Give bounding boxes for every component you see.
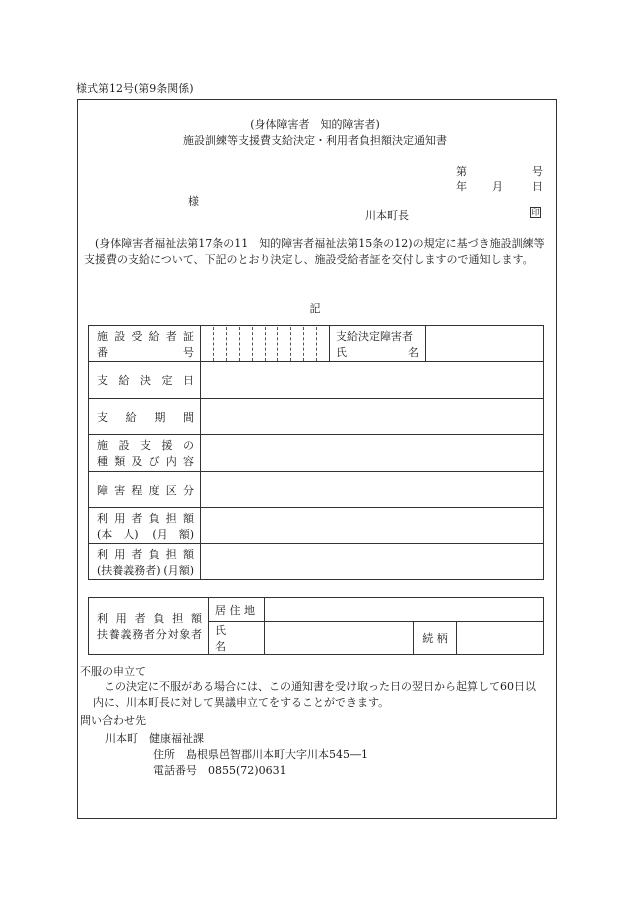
label-char: 扶 — [97, 628, 108, 641]
label-char: 負 — [148, 547, 160, 561]
label-char: 担 — [172, 612, 184, 625]
label-char: 対 — [167, 628, 179, 641]
label-char: 者 — [131, 547, 143, 561]
label-char: 支 — [97, 374, 108, 387]
label-char: 証 — [182, 329, 194, 343]
label-char: 程 — [131, 483, 143, 497]
title-line1: (身体障害者 知的障害者) — [250, 118, 380, 131]
label-char: 額 — [182, 511, 194, 525]
address-label: 居 住 地 — [209, 598, 265, 622]
label-char: 給 — [118, 374, 130, 387]
label-char: の — [183, 439, 194, 452]
table-row — [89, 362, 544, 399]
contact-phone: 電話番号 0855(72)0631 — [153, 764, 287, 777]
row-value — [201, 362, 544, 399]
label-char: 障 — [97, 483, 108, 497]
seal-icon: 印 — [531, 208, 540, 217]
person-name-value — [426, 326, 544, 362]
row-label — [89, 508, 201, 544]
relation-value — [457, 622, 544, 655]
row-label — [89, 435, 201, 472]
objection-text: この決定に不服がある場合には、この通知書を受け取った日の翌日から起算して60日以内に、川本町長に対して異議申立てをすることができます。 — [93, 680, 536, 709]
label-char: 象 — [179, 628, 191, 641]
label-char: 施 — [97, 329, 108, 343]
objection-heading: 不服の申立て — [80, 665, 146, 678]
inquiry-heading: 問い合わせ先 — [80, 714, 146, 727]
label-char: 利 — [97, 612, 108, 625]
contact-office: 川本町 健康福祉課 — [105, 732, 204, 745]
label-char: 決 — [140, 374, 151, 387]
label-char: 区 — [165, 483, 177, 497]
label-char: 内 — [165, 455, 177, 468]
label-char: 利 — [97, 511, 108, 525]
contact-address: 住所 島根県邑智郡川本町大字川本545―1 — [153, 748, 368, 761]
label-char: 名 — [408, 345, 419, 359]
label-char: 者 — [134, 612, 146, 625]
label-char: 担 — [165, 511, 177, 525]
label-char: 分 — [182, 483, 194, 497]
label-char: 種 — [97, 455, 108, 468]
cert-number-boxes — [201, 326, 330, 362]
table-row — [89, 435, 544, 472]
row-value — [201, 544, 544, 580]
label-char: 号 — [183, 345, 194, 359]
person-name-label — [330, 326, 426, 362]
label-char: 定 — [161, 374, 173, 387]
name-value — [265, 622, 414, 655]
label-char: 援 — [161, 439, 173, 452]
label-char: 給 — [125, 410, 137, 424]
addressee-suffix: 様 — [188, 195, 199, 208]
row-label — [89, 362, 201, 399]
doc-number-prefix: 第 — [456, 165, 467, 178]
label-char: 害 — [114, 483, 126, 497]
label-char: 設 — [118, 439, 130, 452]
row-value — [201, 435, 544, 472]
label-char: 支 — [97, 410, 108, 424]
date-month: 月 — [492, 180, 503, 193]
label-char: 類 — [114, 455, 126, 468]
label-char: 者 — [131, 511, 143, 525]
label-char: (扶養義務者) — [97, 563, 161, 577]
label-char: 額 — [190, 612, 202, 625]
label-char: 利 — [97, 547, 108, 561]
label-char: 負 — [148, 511, 160, 525]
label-char: 容 — [182, 455, 194, 468]
burden-target-table — [88, 597, 544, 655]
label-char: 支給決定障害者 — [336, 329, 413, 343]
label-char: 及 — [131, 455, 143, 468]
label-char: (月額) — [163, 563, 194, 577]
label-char: 者 — [144, 628, 155, 641]
ki-heading: 記 — [309, 302, 321, 315]
table-row — [89, 508, 544, 544]
label-char: 設 — [114, 329, 126, 343]
label-char: 番 — [97, 345, 108, 359]
label-char: (月 額) — [152, 527, 194, 541]
label-char: 氏 — [336, 345, 347, 359]
label-char: 額 — [182, 547, 194, 561]
date-day: 日 — [532, 180, 543, 193]
label-char: 支 — [140, 439, 151, 452]
row-label — [89, 399, 201, 435]
doc-number-suffix: 号 — [532, 165, 543, 178]
label-char: 担 — [165, 547, 177, 561]
title-line2: 施設訓練等支援費支給決定・利用者負担額決定通知書 — [183, 134, 447, 147]
label-char: 用 — [114, 547, 126, 561]
label-char: 日 — [183, 374, 194, 387]
burden-target-label — [89, 598, 209, 655]
label-char: 度 — [148, 483, 160, 497]
label-char: 分 — [155, 628, 167, 641]
table-row — [89, 399, 544, 435]
relation-label: 続 柄 — [414, 622, 457, 655]
label-char: 養 — [108, 628, 120, 641]
row-value — [201, 472, 544, 508]
label-char: (本 人) — [97, 527, 139, 541]
label-char: 務 — [132, 628, 144, 641]
name-label: 氏 名 — [209, 622, 265, 655]
label-char: 間 — [182, 410, 194, 424]
label-char: 義 — [120, 628, 132, 641]
row-label — [89, 544, 201, 580]
label-char: び — [148, 455, 160, 468]
label-char: 用 — [114, 511, 126, 525]
label-char: 用 — [115, 612, 127, 625]
label-char: 者 — [165, 329, 177, 343]
row-label — [89, 472, 201, 508]
body-text: (身体障害者福祉法第17条の11 知的障害者福祉法第15条の12)の規定に基づき施設訓練等支援費の支給について、下記のとおり決定し、施設受給者証を交付しますので通知します。 — [84, 237, 545, 266]
label-char: 給 — [148, 329, 160, 343]
sender-name: 川本町長 — [365, 209, 409, 222]
label-char: 受 — [131, 329, 143, 343]
form-number: 様式第12号(第9条関係) — [76, 82, 194, 95]
decision-table — [88, 325, 544, 580]
table-row — [89, 544, 544, 580]
label-char: 負 — [153, 612, 165, 625]
label-char: 施 — [97, 439, 108, 452]
cert-number-label — [89, 326, 201, 362]
row-value — [201, 399, 544, 435]
date-year: 年 — [456, 180, 467, 193]
address-value — [265, 598, 544, 622]
table-row — [89, 472, 544, 508]
label-char: 期 — [154, 410, 166, 424]
row-value — [201, 508, 544, 544]
label-char: 者 — [191, 628, 202, 641]
